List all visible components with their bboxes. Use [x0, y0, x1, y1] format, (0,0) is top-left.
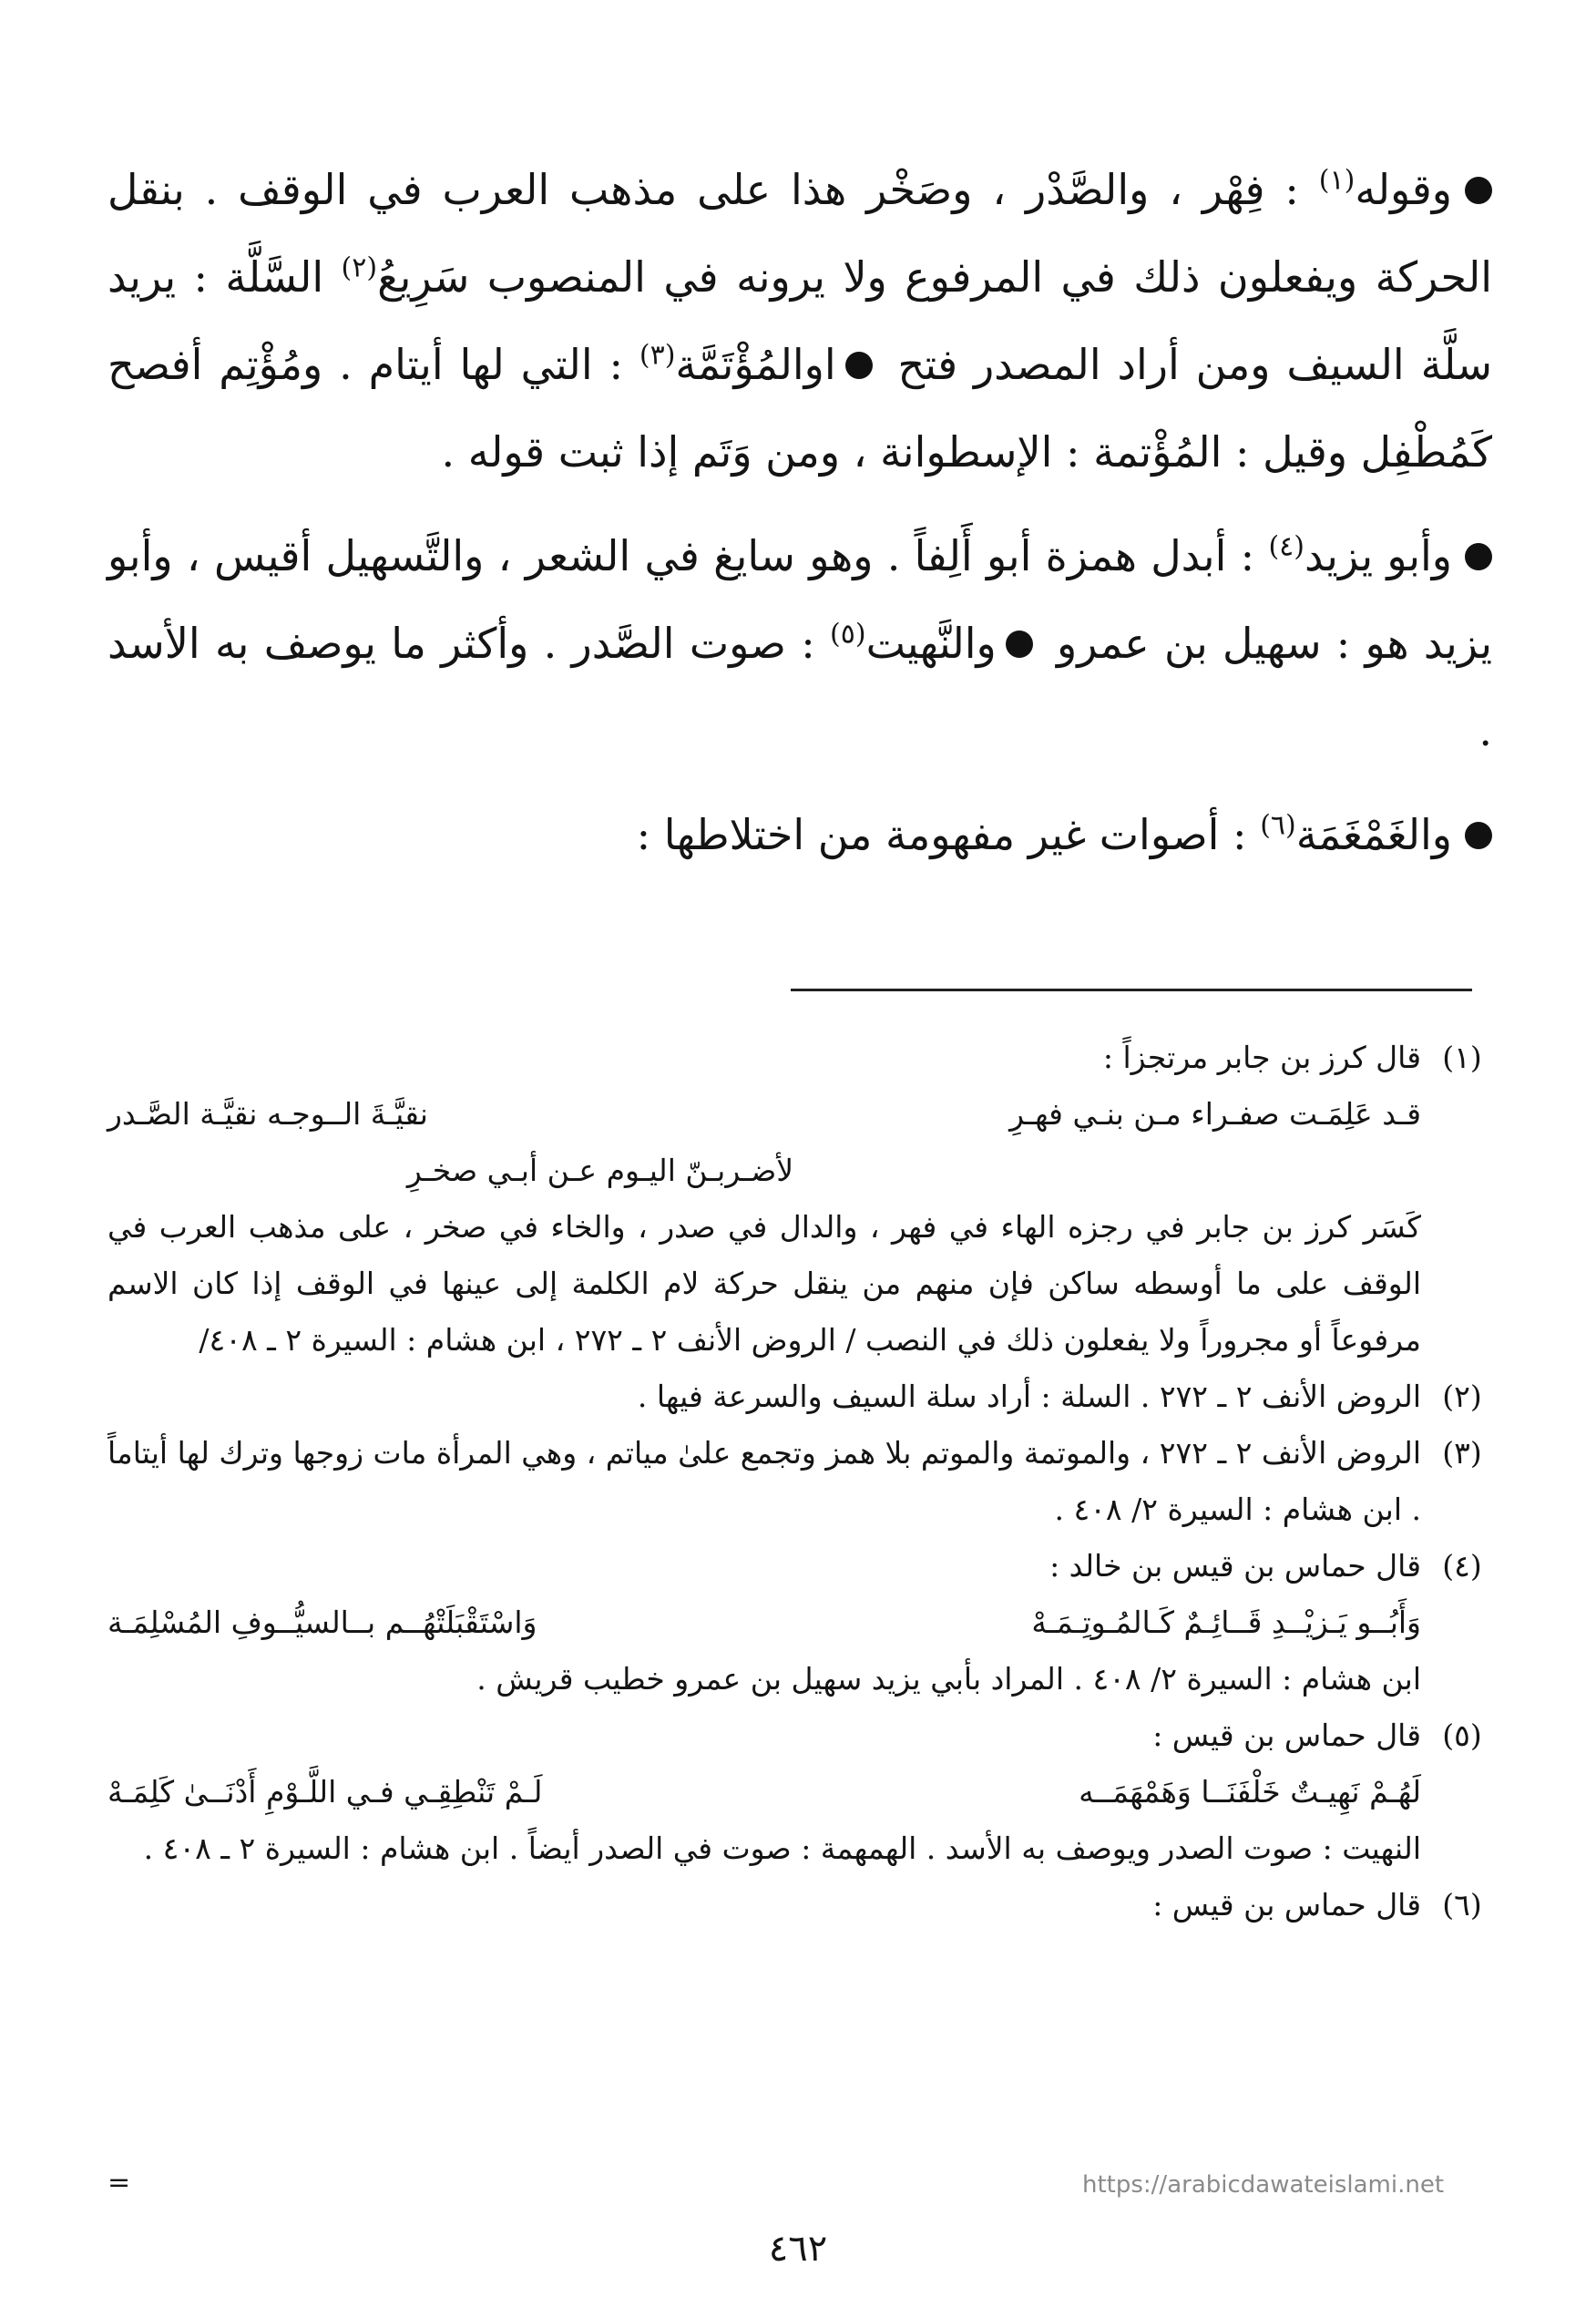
footnote-number: (١) — [1442, 1040, 1482, 1075]
bullet-icon — [1465, 822, 1492, 849]
verse-line: لأضـربـنّ اليـوم عـن أبـي صخـرِ — [406, 1153, 794, 1188]
footnote-intro: قال حماس بن قيس : — [1152, 1887, 1421, 1923]
footnote-ref[interactable]: (٥) — [830, 618, 866, 651]
bullet-icon — [1006, 631, 1033, 658]
bullet-icon — [1465, 177, 1492, 204]
entry-term: اوالمُؤْتَمَّة — [675, 340, 836, 389]
verse-line — [107, 1764, 1421, 1820]
page-number: ٤٦٢ — [768, 2228, 828, 2270]
footnote-6 — [107, 1877, 1492, 1933]
footnote-ref[interactable]: (١) — [1318, 164, 1356, 197]
footnote-number: (٢) — [1442, 1379, 1482, 1414]
watermark-url[interactable]: https://arabicdawateislami.net — [1082, 2171, 1445, 2199]
hemistich: لَهُـمْ نَهِيـتٌ خَلْفَنَــا وَهَمْهَمَــه — [1079, 1774, 1421, 1810]
footnote-number: (٤) — [1442, 1548, 1482, 1584]
hemistich: وَأَبُــو يَـزيْــدِ قَــائِـمٌ كَـالمُـوتِـمَـهْ — [1031, 1605, 1421, 1640]
paragraph-3 — [107, 791, 1492, 878]
footnote-2 — [107, 1369, 1492, 1425]
entry-text: : أبدل همزة أبو أَلِفاً . وهو سايغ في الشعر ، والتَّسهيل أقيس ، وأبو يزيد هو : سهيل بن عمرو — [107, 531, 1492, 668]
verse-line — [107, 1086, 1421, 1143]
footnote-ref[interactable]: (٣) — [639, 339, 676, 372]
footnote-text: الروض الأنف ٢ ـ ٢٧٢ . السلة : أراد سلة السيف والسرعة فيها . — [637, 1379, 1421, 1414]
verse-line — [107, 1595, 1421, 1651]
footnote-ref[interactable]: (٢) — [341, 251, 378, 284]
footnote-intro: قال كرز بن جابر مرتجزاً : — [1102, 1040, 1421, 1075]
footnote-text: النهيت : صوت الصدر ويوصف به الأسد . الهمهمة : صوت في الصدر أيضاً . ابن هشام : السيرة ٢ ـ ٤٠٨ . — [143, 1830, 1421, 1866]
entry-text: : التي لها أيتام . ومُؤْتِم أفصح كَمُطْفِل وقيل : المُؤْتمة : الإسطوانة ، ومن وَتَم إذا ثبت قوله . — [107, 340, 1492, 477]
main-text — [107, 146, 1492, 878]
entry-term: والغَمْغَمَة — [1295, 810, 1452, 859]
entry-text: : أصوات غير مفهومة من اختلاطها : — [636, 810, 1261, 859]
footnote-text: كَسَر كرز بن جابر في رجزه الهاء في فهر ، والدال في صدر ، والخاء في صخر ، على مذهب العرب في الوقف على ما أوسطه ساكن فإن منهم من ينقل حركة لام الكلمة إلى عينها في الوقف إذا كان الاسم مرفوعاً أو مجروراً ولا يفعلون ذلك في النصب / الروض الأنف ٢ ـ ٢٧٢ ، ابن هشام : السيرة ٢ ـ ٤٠٨/ — [107, 1209, 1421, 1358]
footnote-intro: قال حماس بن قيس بن خالد : — [1049, 1548, 1421, 1584]
footnote-number: (٣) — [1442, 1435, 1482, 1471]
hemistich: لَـمْ تَنْطِقِـي فـي اللَّـوْمِ أَدْنَــىٰ كَلِمَـهْ — [107, 1774, 543, 1810]
footnote-4 — [107, 1538, 1492, 1707]
entry-term: والنَّهيت — [865, 619, 997, 668]
continuation-mark: = — [107, 2167, 131, 2199]
footnote-1 — [107, 1030, 1492, 1369]
footnote-text: الروض الأنف ٢ ـ ٢٧٢ ، والموتمة والموتم بلا همز وتجمع علىٰ مياتم ، وهي المرأة مات زوجها وترك لها أيتاماً . ابن هشام : السيرة ٢/ ٤٠٨ . — [107, 1435, 1422, 1527]
footnote-separator — [791, 989, 1472, 991]
entry-text: : فِهْر ، والصَّدْر ، وصَخْر هذا على مذهب العرب في الوقف . بنقل الحركة ويفعلون ذلك في المرفوع ولا يرونه في المنصوب سَرِيعُ — [107, 165, 1492, 302]
footnote-number: (٦) — [1442, 1887, 1482, 1923]
footnote-intro: قال حماس بن قيس : — [1152, 1718, 1421, 1753]
entry-term: وقوله — [1355, 165, 1452, 214]
hemistich: وَاسْتَقْبَلَتْهُــم بــالسيُّــوفِ المُسْلِمَـة — [107, 1605, 537, 1640]
entry-text: السَّلَّة : يريد سلَّة السيف ومن أراد المصدر فتح — [107, 252, 1492, 389]
footnote-number: (٥) — [1442, 1718, 1482, 1753]
paragraph-1 — [107, 146, 1492, 496]
footnotes — [107, 1030, 1492, 1933]
entry-term: وأبو يزيد — [1304, 531, 1452, 580]
hemistich: قـد عَلِمَـت صفـراء مـن بنـي فهـرِ — [1009, 1096, 1421, 1132]
bullet-icon — [845, 352, 873, 379]
footnote-ref[interactable]: (٤) — [1268, 530, 1305, 563]
paragraph-2 — [107, 512, 1492, 774]
bullet-icon — [1465, 543, 1492, 570]
footnote-3 — [107, 1425, 1492, 1538]
footnote-ref[interactable]: (٦) — [1260, 809, 1296, 842]
footnote-text: ابن هشام : السيرة ٢/ ٤٠٨ . المراد بأبي يزيد سهيل بن عمرو خطيب قريش . — [476, 1661, 1421, 1697]
hemistich: نقيَّـةَ الــوجـه نقيَّـة الصَّـدر — [107, 1096, 428, 1132]
footnote-5 — [107, 1707, 1492, 1877]
entry-text: : صوت الصَّدر . وأكثر ما يوصف به الأسد . — [107, 619, 1492, 755]
